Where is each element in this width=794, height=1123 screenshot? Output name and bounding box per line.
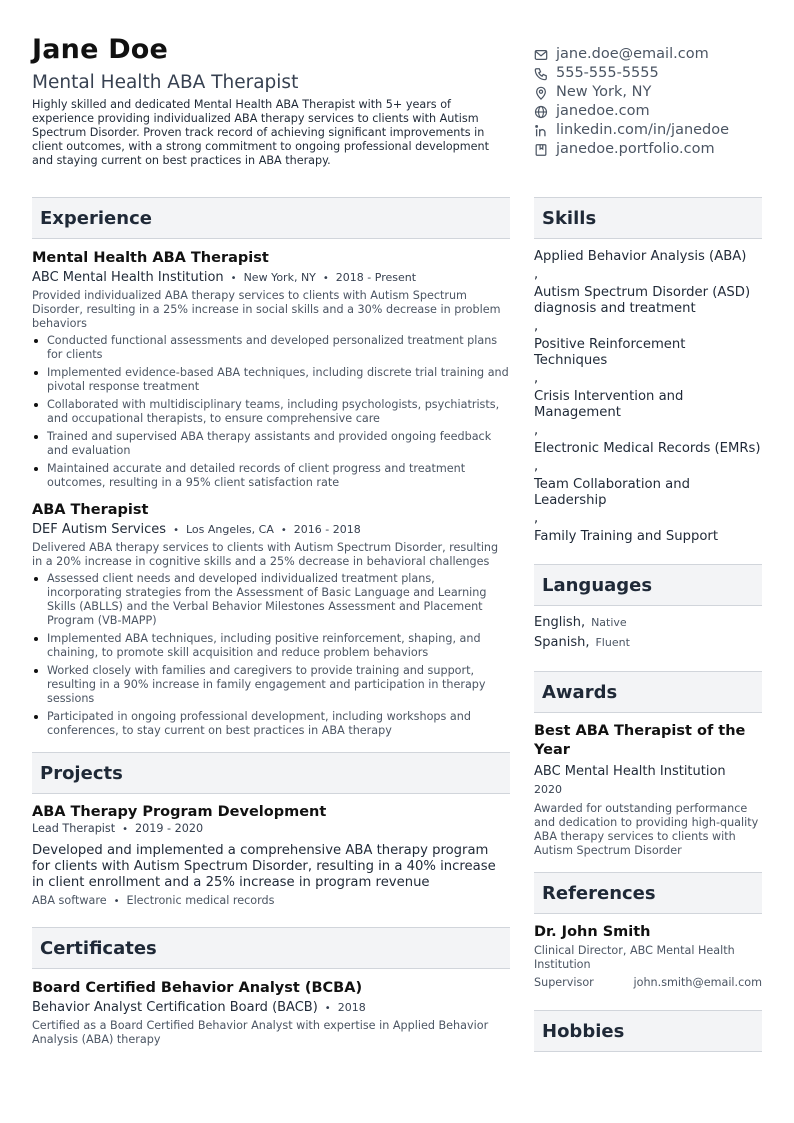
project-tag: ABA software [32,894,107,907]
contact-website-text: janedoe.com [556,103,650,119]
project-meta [32,822,510,837]
project-description: Developed and implemented a comprehensive ABA therapy program for clients with Autism Spectrum Disorder, resulting in a 40% increase in client enrollment and a 25% increase in program revenue [32,843,496,890]
skill-separator: , [534,511,539,526]
header-left [32,30,510,168]
contact-linkedin-text: linkedin.com/in/janedoe [556,122,730,138]
job-location: Los Angeles, CA [185,523,274,536]
resume-header [32,30,762,168]
language-item [534,633,762,653]
language-level: Fluent [595,636,630,649]
skills-list [534,249,762,545]
contact-portfolio-text: janedoe.portfolio.com [556,141,715,157]
skills-heading: Skills [534,197,762,239]
project-title: ABA Therapy Program Development [32,804,327,820]
skill-item: Autism Spectrum Disorder (ASD) diagnosis and treatment [534,285,751,316]
award-year: 2020 [534,783,562,796]
resume-columns [32,197,762,1052]
candidate-role: Mental Health ABA Therapist [32,72,299,93]
right-column [534,197,762,1052]
job-bullet: Worked closely with families and caregivers to provide training and support, resulting in a 90% increase in family engagement and participation in therapy sessions [32,664,510,706]
job-dates: 2016 - 2018 [293,523,361,536]
award-title: Best ABA Therapist of the Year [534,723,746,758]
job-description: Provided individualized ABA therapy services to clients with Autism Spectrum Disorder, resulting in a 25% increase in social skills and a 30% decrease in problem behaviors [32,289,501,330]
reference-email[interactable]: john.smith@email.com [633,976,762,989]
job-meta [32,520,510,541]
experience-item [32,500,510,738]
certificate-year: 2018 [337,1001,366,1014]
hobbies-heading: Hobbies [534,1010,762,1052]
awards-heading: Awards [534,671,762,713]
language-level: Native [591,616,627,629]
skill-item: Crisis Intervention and Management [534,389,684,420]
separator-dot: • [113,896,120,907]
separator-dot: • [230,273,237,284]
skill-separator: , [534,423,539,438]
language-name: Spanish, [534,635,590,650]
job-company: ABC Mental Health Institution [32,270,224,285]
job-description: Delivered ABA therapy services to clients with Autism Spectrum Disorder, resulting in a 20% increase in cognitive skills and a 25% decrease in behavioral challenges [32,541,499,568]
projects-heading: Projects [32,752,510,794]
separator-dot: • [122,824,129,835]
job-bullets [32,334,510,490]
experience-heading: Experience [32,197,510,239]
job-company: DEF Autism Services [32,522,167,537]
separator-dot: • [280,525,287,536]
languages-heading: Languages [534,564,762,606]
reference-name: Dr. John Smith [534,924,651,940]
language-name: English, [534,615,586,630]
project-tags [32,894,510,909]
location-icon [534,86,548,100]
languages-list [534,613,762,653]
job-bullet: Conducted functional assessments and developed personalized treatment plans for clients [32,334,510,362]
certificate-issuer: Behavior Analyst Certification Board (BACB) [32,1000,318,1015]
contact-portfolio[interactable] [534,140,762,159]
certificate-item [32,978,510,1047]
skill-item: Applied Behavior Analysis (ABA) [534,249,747,264]
contact-email-text: jane.doe@email.com [556,46,709,62]
contact-list [534,30,762,168]
reference-title: Clinical Director, ABC Mental Health Institution [534,944,735,971]
reference-contact-row [534,976,762,990]
language-item [534,613,762,633]
contact-location-text: New York, NY [556,84,652,100]
globe-icon [534,105,548,119]
separator-dot: • [324,1003,331,1014]
job-bullet: Implemented ABA techniques, including positive reinforcement, shaping, and chaining, to promote skill acquisition and reduce problem behaviors [32,632,510,660]
portfolio-icon [534,143,548,157]
skill-item: Family Training and Support [534,529,718,544]
linkedin-icon [534,124,548,138]
separator-dot: • [173,525,179,536]
certificate-title: Board Certified Behavior Analyst (BCBA) [32,980,363,996]
separator-dot: • [322,273,329,284]
project-role: Lead Therapist [32,822,116,835]
job-location: New York, NY [243,271,316,284]
skill-separator: , [534,459,539,474]
summary-text: Highly skilled and dedicated Mental Health ABA Therapist with 5+ years of experience providing individualized ABA therapy services to clients with Autism Spectrum Disorder. Proven track record of achieving significant improvements in client outcomes, with a strong commitment to ongoing professional development and staying current on best practices in ABA therapy. [32,98,489,167]
contact-linkedin[interactable] [534,121,762,140]
contact-location [534,83,762,102]
skill-separator: , [534,267,539,282]
references-heading: References [534,872,762,914]
reference-item [534,922,762,990]
job-meta [32,268,510,289]
contact-phone[interactable] [534,64,762,83]
certificate-meta [32,998,510,1019]
job-title: Mental Health ABA Therapist [32,250,269,266]
job-bullet: Collaborated with multidisciplinary teams, including psychologists, psychiatrists, and occupational therapists, to ensure comprehensive care [32,398,510,426]
phone-icon [534,67,548,81]
left-column [32,197,510,1052]
project-dates: 2019 - 2020 [135,822,204,835]
contact-email[interactable] [534,45,762,64]
skill-item: Team Collaboration and Leadership [534,477,690,508]
job-bullet: Implemented evidence-based ABA techniques, including discrete trial training and pivotal response treatment [32,366,510,394]
project-item [32,802,510,909]
award-org: ABC Mental Health Institution [534,764,726,779]
experience-item [32,248,510,490]
resume-page [32,30,762,1046]
job-bullets [32,572,510,738]
certificates-heading: Certificates [32,927,510,969]
skill-separator: , [534,319,539,334]
skill-item: Positive Reinforcement Techniques [534,337,686,368]
certificate-description: Certified as a Board Certified Behavior Analyst with expertise in Applied Behavior Analysis (ABA) therapy [32,1019,489,1046]
contact-website[interactable] [534,102,762,121]
skill-separator: , [534,371,539,386]
job-bullet: Assessed client needs and developed individualized treatment plans, incorporating strategies from the Assessment of Basic Language and Learning Skills (ABLLS) and the Verbal Behavior Milestones Assessment and Placement Program (VB-MAPP) [32,572,510,628]
job-bullet: Participated in ongoing professional development, including workshops and conferences, to stay current on best practices in ABA therapy [32,710,510,738]
award-item [534,722,762,858]
mail-icon [534,48,548,62]
candidate-name: Jane Doe [32,34,169,65]
reference-relation: Supervisor [534,976,594,989]
contact-phone-text: 555-555-5555 [556,65,659,81]
skill-item: Electronic Medical Records (EMRs) [534,441,761,456]
job-dates: 2018 - Present [335,271,417,284]
job-bullet: Maintained accurate and detailed records of client progress and treatment outcomes, resulting in a 95% client satisfaction rate [32,462,510,490]
project-tag: Electronic medical records [126,894,275,907]
award-description: Awarded for outstanding performance and dedication to providing high-quality ABA therapy services to clients with Autism Spectrum Disorder [534,802,759,857]
job-bullet: Trained and supervised ABA therapy assistants and provided ongoing feedback and evaluation [32,430,510,458]
job-title: ABA Therapist [32,502,149,518]
